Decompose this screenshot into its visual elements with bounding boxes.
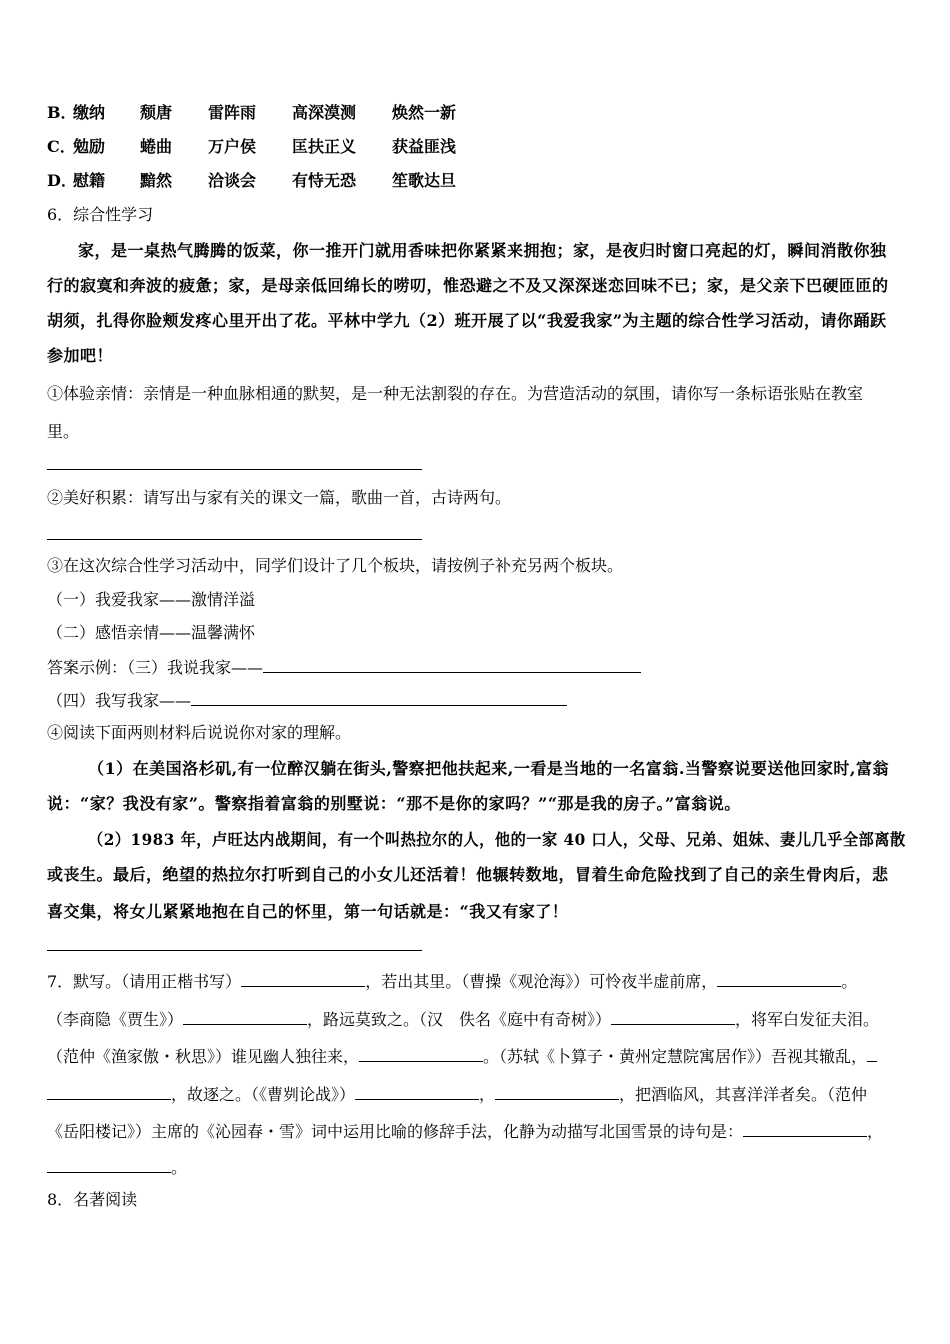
q6-material2-line: 喜交集，将女儿紧紧地抱在自己的怀里，第一句话就是：“我又有家了！ [47,902,569,921]
q7-line [47,1083,867,1105]
q6-task1: ①体验亲情：亲情是一种血脉相通的默契，是一种无法割裂的存在。为营造活动的氛围，请你写一条标语张贴在教室 [47,384,864,403]
q6-block3-text: 答案示例：（三）我说我家—— [47,658,264,677]
q6-block4 [47,689,567,711]
q7-text: ，将军白发征夫泪。 [735,1010,880,1029]
option-word: 洽谈会 [208,171,257,190]
q7-line [47,970,857,992]
q7-text: ，故逐之。（《曹刿论战》） [171,1085,356,1104]
answer-blank[interactable] [717,970,841,987]
q7-text: ，若出其里。（曹操《观沧海》）可怜夜半虚前席， [365,972,718,991]
q7-text: ，把酒临风，其喜洋洋者矣。（范仲 [619,1085,868,1104]
answer-blank[interactable] [241,970,365,987]
option-word: 勉励 [73,137,106,156]
answer-blank[interactable] [47,1156,171,1173]
answer-blank[interactable] [867,1045,877,1062]
q8-title: 8．名著阅读 [47,1190,138,1209]
q7-text: ，路远莫致之。（汉 佚名《庭中有奇树》） [307,1010,612,1029]
q6-task1-cont: 里。 [47,422,80,441]
q7-line [47,1120,883,1142]
q7-text: 。 [171,1158,188,1177]
answer-blank[interactable] [743,1120,867,1137]
q7-text: 。（苏轼《卜算子・黄州定慧院寓居作》）吾视其辙乱， [483,1047,868,1066]
q7-line [47,1045,877,1067]
q7-text: 7．默写。（请用正楷书写） [47,972,242,991]
q6-intro-line: 家，是一桌热气腾腾的饭菜，你一推开门就用香味把你紧紧来拥抱；家，是夜归时窗口亮起的灯，瞬间消散你独 [78,241,887,260]
answer-blank[interactable] [263,656,641,673]
option-word: 雷阵雨 [208,103,257,122]
answer-line[interactable] [47,539,422,540]
q6-intro-line: 胡须，扎得你脸颊发疼心里开出了花。平林中学九（2）班开展了以“我爱我家”为主题的综合性学习活动，请你踊跃 [47,311,887,330]
q6-material1-line: （1）在美国洛杉矶,有一位醉汉躺在街头,警察把他扶起来,一看是当地的一名富翁.当警察说要送他回家时,富翁 [88,759,889,778]
q7-text: （李商隐《贾生》） [47,1010,184,1029]
q6-material1-line: 说：“家？我没有家”。警察指着富翁的别墅说：“那不是你的家吗？”“那是我的房子。”富翁说。 [47,794,741,813]
answer-blank[interactable] [191,689,567,706]
option-label: B． [47,103,77,122]
q6-task3: ③在这次综合性学习活动中，同学们设计了几个板块，请按例子补充另两个板块。 [47,556,624,575]
option-word: 高深漠测 [292,103,357,122]
q7-text: ， [479,1085,496,1104]
answer-line[interactable] [47,469,422,470]
q6-material2-line: （2）1983 年，卢旺达内战期间，有一个叫热拉尔的人，他的一家 40 口人，父母、兄弟、姐妹、妻儿几乎全部离散 [88,830,906,849]
option-word: 蜷曲 [140,137,173,156]
q7-line [47,1156,187,1178]
q6-block2: （二）感悟亲情——温馨满怀 [47,623,256,642]
answer-blank[interactable] [183,1008,307,1025]
q6-block4-text: （四）我写我家—— [47,691,192,710]
answer-blank[interactable] [359,1045,483,1062]
answer-blank[interactable] [355,1083,479,1100]
option-word: 缴纳 [73,103,106,122]
q7-line [47,1008,879,1030]
q7-text: 《岳阳楼记》）主席的《沁园春・雪》词中运用比喻的修辞手法，化静为动描写北国雪景的诗句是： [47,1122,744,1141]
option-word: 慰籍 [73,171,106,190]
q6-task4: ④阅读下面两则材料后说说你对家的理解。 [47,723,352,742]
q6-intro-line: 参加吧！ [47,346,114,365]
option-label: D． [47,171,77,190]
q6-task2: ②美好积累：请写出与家有关的课文一篇，歌曲一首，古诗两句。 [47,488,512,507]
q7-text: （范仲《渔家傲・秋思》）谁见幽人独往来， [47,1047,360,1066]
answer-line[interactable] [47,950,422,951]
q6-material2-line: 或丧生。最后，绝望的热拉尔打听到自己的小女儿还活着！他辗转数地，冒着生命危险找到了自己的亲生骨肉后，悲 [47,865,889,884]
q6-intro-line: 行的寂寞和奔波的疲惫；家，是母亲低回绵长的唠叨，惟恐避之不及又深深迷恋回味不已；家，是父亲下巴硬匝匝的 [47,276,889,295]
option-word: 获益匪浅 [392,137,457,156]
option-word: 万户侯 [208,137,257,156]
q7-text: ， [867,1122,884,1141]
q7-text: 。 [841,972,858,991]
answer-blank[interactable] [47,1083,171,1100]
option-word: 焕然一新 [392,103,457,122]
option-word: 笙歌达旦 [392,171,457,190]
option-word: 有恃无恐 [292,171,357,190]
q6-block1: （一）我爱我家——激情洋溢 [47,590,256,609]
option-word: 颓唐 [140,103,173,122]
answer-blank[interactable] [495,1083,619,1100]
q6-block3 [47,656,641,678]
answer-blank[interactable] [611,1008,735,1025]
option-label: C． [47,137,76,156]
option-word: 黯然 [140,171,173,190]
q6-title: 6．综合性学习 [47,205,154,224]
option-word: 匡扶正义 [292,137,357,156]
